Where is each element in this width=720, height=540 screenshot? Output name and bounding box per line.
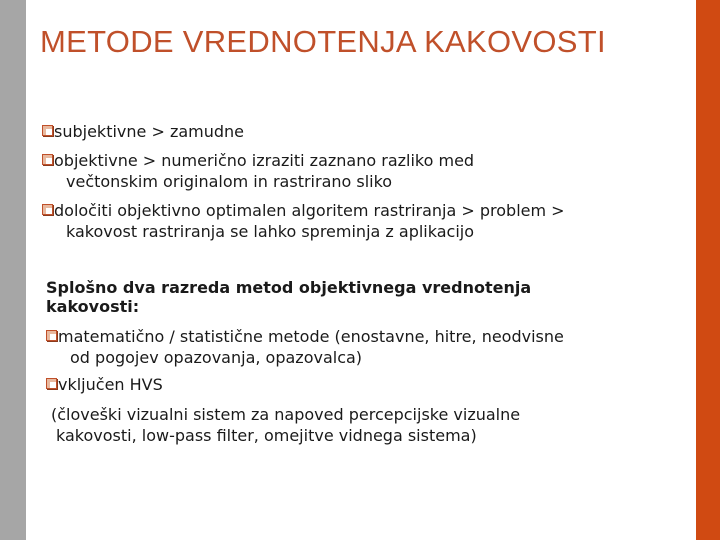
bullet-text: subjektivne > zamudne (54, 122, 245, 141)
bullet-text-continued: od pogojev opazovanja, opazovalca) (70, 348, 363, 367)
section-heading-line: kakovosti: (46, 297, 140, 316)
bullet-text-continued: kakovost rastriranja se lahko spreminja z aplikacijo (66, 222, 474, 241)
section-heading (46, 278, 531, 316)
bullet-text: določiti objektivno optimalen algoritem rastriranja > problem > (54, 201, 565, 220)
left-gray-strip (0, 0, 26, 540)
hvs-explanation-line: (človeški vizualni sistem za napoved percepcijske vizualne (51, 405, 521, 424)
right-orange-strip (696, 0, 720, 540)
bullet-hvs (46, 374, 163, 395)
bullet-matematicno (46, 326, 564, 368)
bullet-subjektivne (42, 121, 244, 142)
section-heading-line: Splošno dva razreda metod objektivnega vrednotenja (46, 278, 532, 297)
slide-title: METODE VREDNOTENJA KAKOVOSTI (40, 24, 606, 59)
bullet-text: objektivne > numerično izraziti zaznano razliko med (54, 151, 475, 170)
checkbox-bullet-icon (42, 154, 53, 165)
bullet-text: matematično / statistične metode (enostavne, hitre, neodvisne (58, 327, 564, 346)
bullet-dolociti (42, 200, 565, 242)
slide (26, 0, 696, 540)
hvs-explanation (51, 404, 520, 446)
checkbox-bullet-icon (42, 125, 53, 136)
checkbox-bullet-icon (46, 330, 57, 341)
checkbox-bullet-icon (46, 378, 57, 389)
bullet-text-continued: večtonskim originalom in rastrirano sliko (66, 172, 393, 191)
checkbox-bullet-icon (42, 204, 53, 215)
hvs-explanation-line: kakovosti, low-pass filter, omejitve vidnega sistema) (56, 426, 477, 445)
bullet-text: vključen HVS (58, 375, 163, 394)
bullet-objektivne (42, 150, 474, 192)
